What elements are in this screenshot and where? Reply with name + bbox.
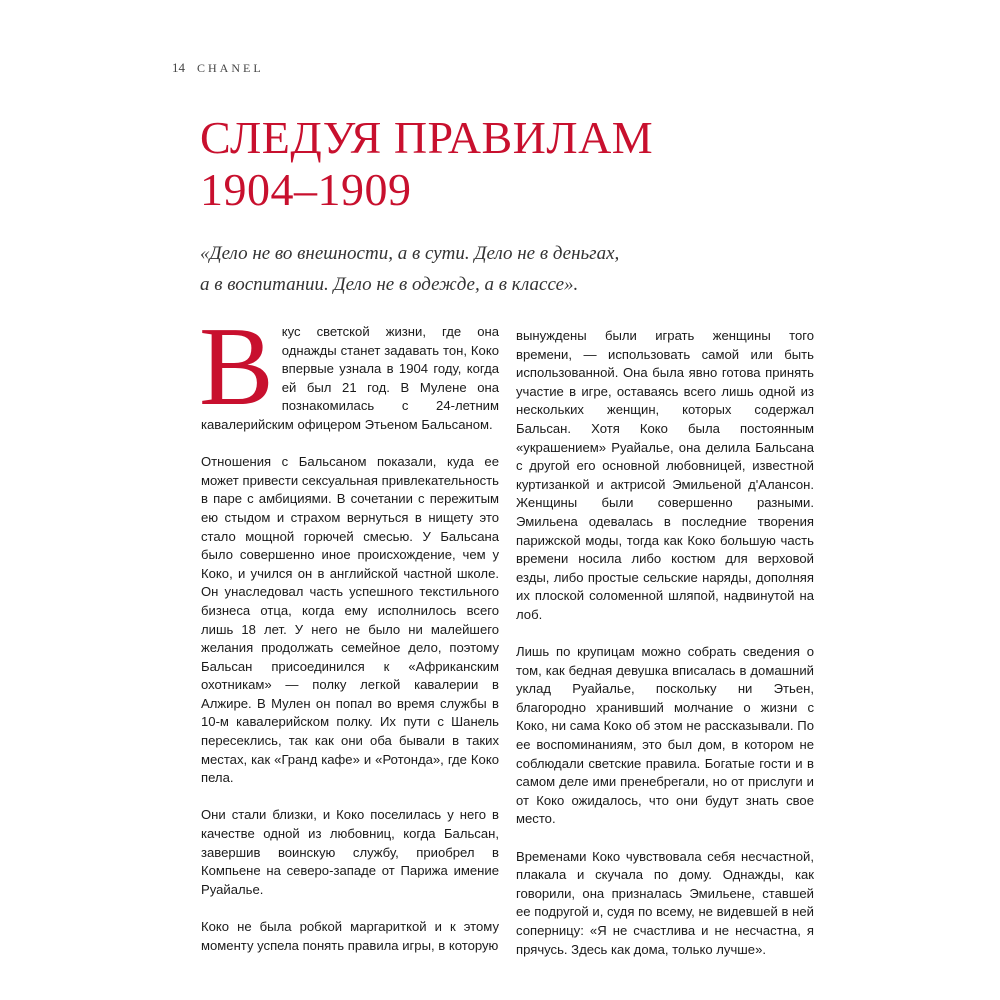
epigraph-line-2: а в воспитании. Дело не в одежде, а в классе». — [200, 274, 579, 295]
paragraph: Отношения с Бальсаном показали, куда ее может привести сексуальная привлекательность в паре с амбициями. В сочетании с пережитым ею стыдом и страхом вернуться в нищету это стало мощной горючей смесью. У Бальсана было совершенно иное происхождение, чем у Коко, и учился он в английской частной школе. Он унаследовал часть успешного текстильного бизнеса отца, когда ему исполнилось всего лишь 18 лет. У него не было ни малейшего желания продолжать семейное дело, поэтому Бальсан присоединился к «Африканским охотникам» — полку легкой кавалерии в Алжире. В Мулен он попал во время службы в 10-м кавалерийском полку. Их пути с Шанель пересеклись, так как они оба бывали в таких местах, как «Гранд кафе» и «Ротонда», где Коко пела. — [201, 454, 499, 786]
paragraph: Лишь по крупицам можно собрать сведения о том, как бедная девушка вписалась в домашний уклад Руайальe, поскольку ни Этьен, благородно хранивший молчание о жизни с Коко, ни сама Коко об этом не рассказывали. По ее воспоминаниям, это был дом, в котором не соблюдали светские правила. Богатые гости и в самом деле ими пренебрегали, но от прислуги и от Коко ожидалось, что они будут знать свое место. — [516, 644, 814, 827]
book-title: CHANEL — [197, 61, 264, 75]
paragraph: Они стали близки, и Коко поселилась у него в качестве одной из любовниц, когда Бальсан, завершив воинскую службу, приобрел в Компьене на северо-западе от Парижа имение Руайальe. — [201, 807, 499, 897]
paragraph: Коко не была робкой маргариткой и к этому моменту успела понять правила игры, в которую — [201, 919, 499, 953]
chapter-title-line-2: 1904–1909 — [200, 164, 412, 215]
left-text-column — [199, 305, 499, 974]
paragraph — [199, 305, 499, 435]
paragraph: вынуждены были играть женщины того времени, — использовать самой или быть использованной. Она была явно готова принять участие в игре, оставаясь всего лишь одной из нескольких женщин, которых содержал Бальсан. Хотя Коко была постоянным «украшением» Руайальe, она делила Бальсана с другой его основной любовницей, известной куртизанкой и актрисой Эмильеной д'Алансон. Женщины были совершенно разными. Эмильена одевалась в последние творения парижской моды, тогда как Коко большую часть времени носила либо костюм для верховой езды, либо простые сельские наряды, дополняя их плоской соломенной шляпой, надвинутой на лоб. — [516, 328, 814, 622]
running-head — [172, 60, 264, 76]
epigraph-quote — [200, 238, 760, 300]
right-text-column — [516, 327, 814, 978]
page-number: 14 — [172, 60, 185, 75]
chapter-title-line-1: СЛЕДУЯ ПРАВИЛАМ — [200, 112, 654, 163]
chapter-title — [200, 112, 653, 216]
paragraph: Временами Коко чувствовала себя несчастной, плакала и скучала по дому. Однажды, как говорили, она призналась Эмильене, ставшей ее подругой и, судя по всему, не видевшей в ней соперницу: «Я не счастлива и не несчастна, я прячусь. Здесь как дома, только лучше». — [516, 848, 814, 957]
epigraph-line-1: «Дело не во внешности, а в сути. Дело не в деньгах, — [200, 243, 620, 264]
paragraph-text: кус светской жизни, где она однажды станет задавать тон, Коко впервые узнала в 1904 году, когда ей был 21 год. В Мулене она познакомилась с 24-летним кавалерийским офицером Этьеном Бальсаном. — [201, 324, 499, 432]
drop-cap: В — [199, 305, 274, 429]
